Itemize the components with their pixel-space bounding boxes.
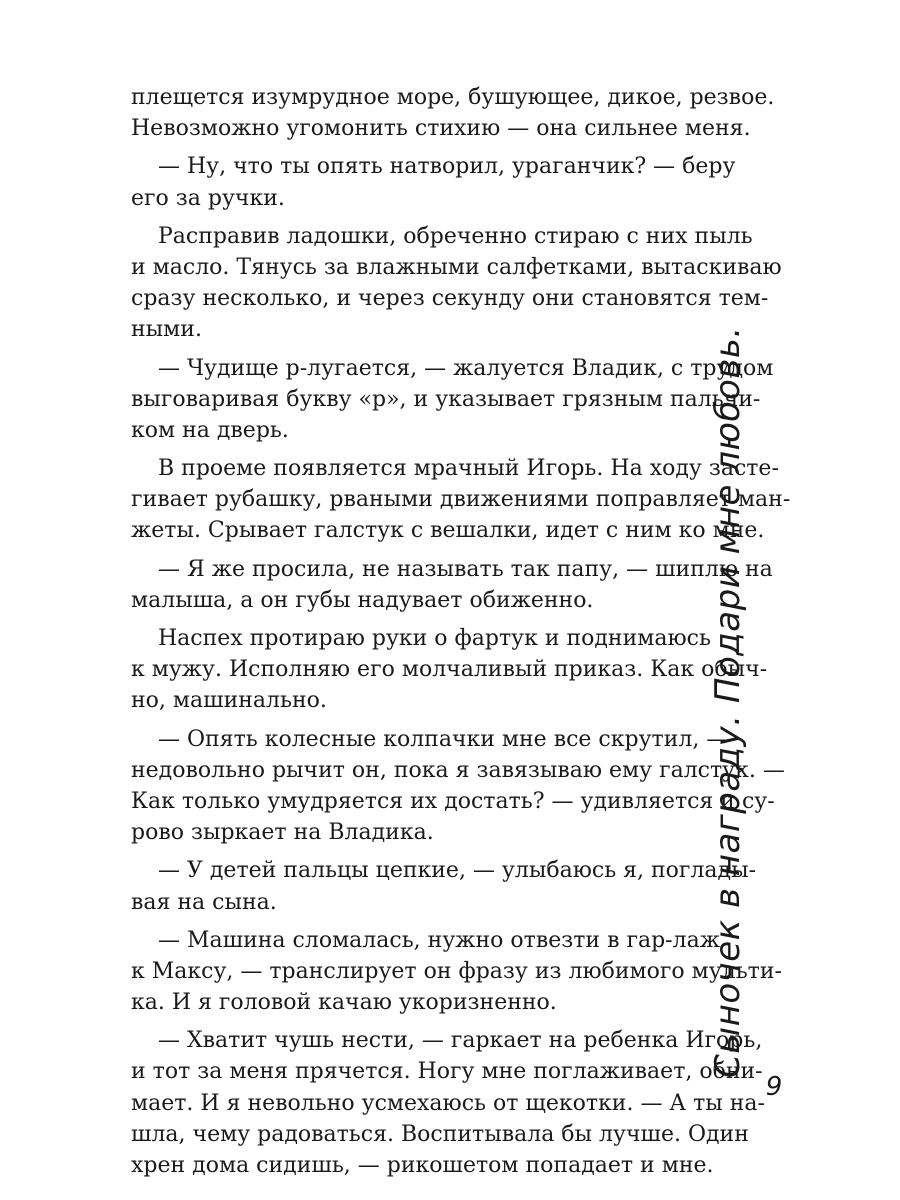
- text-line: но, машинально.: [131, 688, 327, 714]
- text-line: Как только умудряется их достать? — удивляется и су-: [131, 788, 775, 814]
- text-line: жеты. Срывает галстук с вешалки, идет с ним ко мне.: [131, 518, 765, 544]
- text-line: гивает рубашку, рваными движениями поправляет ман-: [131, 487, 791, 513]
- text-line: мает. И я невольно усмехаюсь от щекотки. — А ты на-: [131, 1090, 765, 1116]
- text-line: ком на дверь.: [131, 417, 289, 443]
- running-title: Сыночек в награду. Подари мне любовь.: [708, 326, 748, 1078]
- text-line: — Я же просила, не называть так папу, — шиплю на: [158, 556, 773, 582]
- text-line: — Опять колесные колпачки мне все скрутил, —: [158, 726, 729, 752]
- text-line: к Максу, — транслирует он фразу из любимого мульти-: [131, 958, 782, 984]
- text-line: рово зыркает на Владика.: [131, 820, 434, 846]
- text-line: сразу несколько, и через секунду они становятся тем-: [131, 286, 769, 312]
- text-line: — Машина сломалась, нужно отвезти в гар-лаж: [158, 927, 720, 953]
- text-line: хрен дома сидишь, — рикошетом попадает и мне.: [131, 1153, 714, 1178]
- text-line: Невозможно угомонить стихию — она сильнее меня.: [131, 116, 751, 142]
- text-line: — Ну, что ты опять натворил, ураганчик? — беру: [158, 154, 736, 180]
- text-line: плещется изумрудное море, бушующее, дикое, резвое.: [131, 85, 775, 110]
- text-line: — У детей пальцы цепкие, — улыбаюсь я, поглады-: [158, 858, 757, 884]
- text-line: и тот за меня прячется. Ногу мне поглаживает, обни-: [131, 1059, 763, 1085]
- text-line: ными.: [131, 317, 202, 343]
- text-line: и масло. Тянусь за влажными салфетками, вытаскиваю: [131, 254, 782, 280]
- text-line: недовольно рычит он, пока я завязываю ему галстук. —: [131, 757, 785, 783]
- text-line: малыша, а он губы надувает обиженно.: [131, 587, 594, 613]
- text-line: вая на сына.: [131, 889, 277, 915]
- text-line: В проеме появляется мрачный Игорь. На ходу засте-: [158, 456, 779, 482]
- text-line: его за ручки.: [131, 185, 285, 211]
- text-line: шла, чему радоваться. Воспитывала бы лучше. Один: [131, 1121, 749, 1147]
- page-number: 9: [765, 1072, 783, 1102]
- text-line: — Хватит чушь нести, — гаркает на ребенка Игорь,: [158, 1028, 763, 1054]
- text-line: к мужу. Исполняю его молчаливый приказ. Как обыч-: [131, 657, 768, 683]
- text-line: выговаривая букву «р», и указывает грязным пальчи-: [131, 386, 761, 412]
- text-line: Расправив ладошки, обреченно стираю с них пыль: [158, 223, 753, 249]
- text-line: ка. И я головой качаю укоризненно.: [131, 990, 557, 1016]
- text-line: Наспех протираю руки о фартук и поднимаюсь: [158, 626, 711, 651]
- text-line: — Чудище р-лугается, — жалуется Владик, с трудом: [158, 355, 774, 381]
